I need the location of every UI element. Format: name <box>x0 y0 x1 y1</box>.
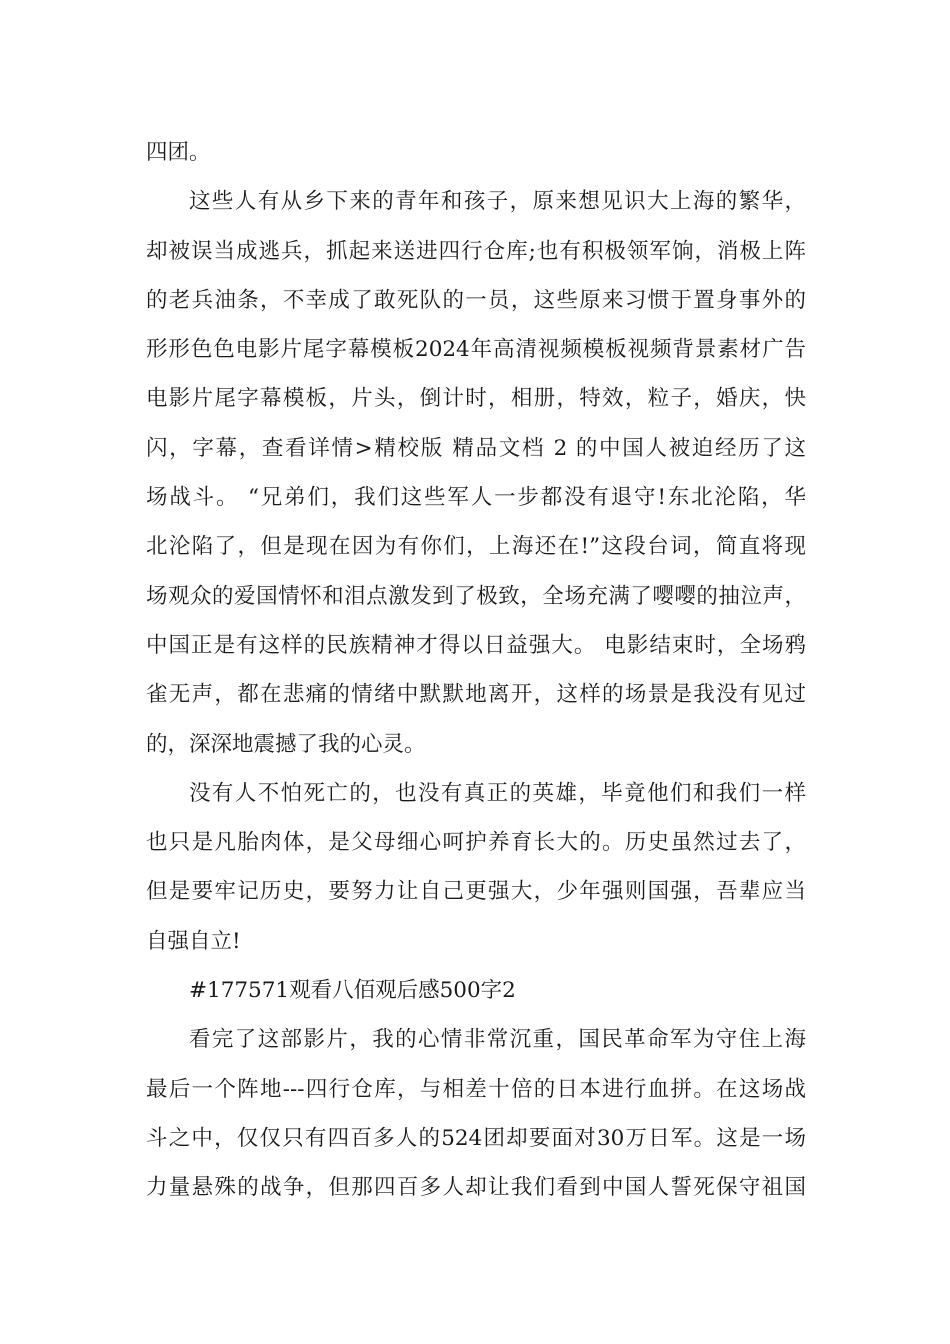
text-line: 四团。 <box>146 140 211 165</box>
text-line: 斗之中，仅仅只有四百多人的524团却要面对30万日军。这是一场 <box>146 1125 806 1151</box>
text-line: 场观众的爱国情怀和泪点激发到了极致，全场充满了嘤嘤的抽泣声， <box>146 583 806 609</box>
text-line: 最后一个阵地---四行仓库，与相差十倍的日本进行血拼。在这场战 <box>146 1076 806 1102</box>
text-line: 没有人不怕死亡的，也没有真正的英雄，毕竟他们和我们一样 <box>189 780 806 806</box>
text-line: 场战斗。 “兄弟们，我们这些军人一步都没有退守!东北沦陷，华 <box>146 485 806 511</box>
text-line: 力量悬殊的战争，但那四百多人却让我们看到中国人誓死保守祖国 <box>146 1175 806 1201</box>
text-line: 却被误当成逃兵，抓起来送进四行仓库;也有积极领军饷，消极上阵 <box>146 238 806 264</box>
text-line: 的，深深地震撼了我的心灵。 <box>146 731 426 757</box>
text-line: 自强自立! <box>146 928 241 954</box>
text-line: 北沦陷了，但是现在因为有你们，上海还在!”这段台词，简直将现 <box>146 534 806 560</box>
text-line: 中国正是有这样的民族精神才得以日益强大。 电影结束时，全场鸦 <box>146 632 806 658</box>
document-body <box>146 128 806 1213</box>
text-line: 但是要牢记历史，要努力让自己更强大，少年强则国强，吾辈应当 <box>146 879 806 905</box>
text-line: 电影片尾字幕模板，片头，倒计时，相册，特效，粒子，婚庆，快 <box>146 386 806 412</box>
text-line: 这些人有从乡下来的青年和孩子，原来想见识大上海的繁华， <box>189 189 806 215</box>
text-line: 看完了这部影片，我的心情非常沉重，国民革命军为守住上海 <box>189 1027 806 1053</box>
section-heading: #177571观看八佰观后感500字2 <box>189 978 516 1004</box>
text-line: 形形色色电影片尾字幕模板2024年高清视频模板视频背景素材广告 <box>146 337 806 363</box>
text-line: 的老兵油条，不幸成了敢死队的一员，这些原来习惯于置身事外的 <box>146 287 806 313</box>
text-line: 也只是凡胎肉体，是父母细心呵护养育长大的。历史虽然过去了， <box>146 830 806 856</box>
text-line: 闪，字幕，查看详情>精校版 精品文档 2 的中国人被迫经历了这 <box>146 435 806 461</box>
text-line: 雀无声，都在悲痛的情绪中默默地离开，这样的场景是我没有见过 <box>146 682 806 708</box>
